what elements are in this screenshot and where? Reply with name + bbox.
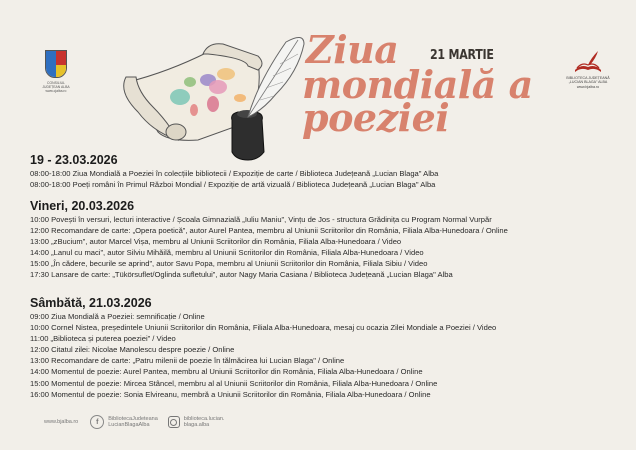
title-line-3: poeziei (302, 95, 450, 140)
event-item: 13:00 „zBucium”, autor Marcel Vișa, membru al Uniunii Scriitorilor din România, Filiala Alba-Hunedoara / Video (30, 237, 402, 247)
event-item: 12:00 Citatul zilei: Nicolae Manolescu despre poezie / Online (30, 345, 235, 355)
county-council-name-line2: JUDEȚEAN ALBA (42, 85, 70, 90)
schedule-section-friday (30, 199, 508, 281)
event-item: 15:00 Momentul de poezie: Mircea Stâncel, membru al al Uniunii Scriitorilor din România, Filiala Alba-Hunedoara / Online (30, 378, 438, 388)
instagram-handle-line1: biblioteca.lucian. (183, 415, 225, 422)
instagram-handle[interactable] (184, 416, 225, 428)
book-quill-icon (573, 50, 603, 74)
library-logo (560, 50, 616, 89)
scroll-quill-illustration (108, 32, 308, 162)
library-name-line1: BIBLIOTECA JUDEȚEANĂ (566, 76, 610, 80)
event-item: 12:00 Recomandare de carte: „Opera poetică”, autor Aurel Pantea, membru al Uniunii Scriitorilor din România, Filiala Alba-Hunedoara / Online (30, 226, 508, 236)
event-item: 08:00-18:00 Poeți români în Primul Război Mondial / Expoziție de artă vizuală / Biblioteca Județeană „Lucian Blaga" Alba (30, 180, 436, 190)
scroll-map-inkwell-icon (108, 32, 308, 162)
county-council-name-line1: CONSILIUL (47, 81, 65, 85)
event-item: 08:00-18:00 Ziua Mondială a Poeziei în colecțiile bibliotecii / Expoziție de carte / Biblioteca Județeană „Lucian Blaga" Alba (30, 169, 439, 178)
event-item: 16:00 Momentul de poezie: Sonia Elvireanu, membră a Uniunii Scriitorilor din România, Filiala Alba-Hunedoara / Online (30, 389, 431, 399)
event-item: 17:30 Lansare de carte: „Tükörsuflet/Oglinda sufletului”, autor Nagy Maria Casiana / Biblioteca Județeană „Lucian Blaga" Alba (30, 270, 453, 280)
county-council-url[interactable]: www.cjalba.ro (45, 89, 67, 94)
event-item: 14:00 Momentul de poezie: Aurel Pantea, membru al Uniunii Scriitorilor din România, Filiala Alba-Hunedoara / Online (30, 367, 423, 377)
footer-website-link[interactable]: www.bjalba.ro (44, 419, 79, 425)
event-item: 10:00 Povești în versuri, lecturi interactive / Școala Gimnazială „Iuliu Maniu”, Vințu de Jos - structura Grădinița cu Program Normal Vurpăr (30, 215, 492, 224)
title-line-2: mondială a (302, 62, 533, 107)
event-item: 09:00 Ziua Mondială a Poeziei: semnificație / Online (30, 312, 205, 321)
facebook-handle-line1: BibliotecaJudeteana (108, 415, 158, 422)
schedule-section-saturday (30, 296, 496, 400)
schedule-section-19-23 (30, 153, 438, 190)
facebook-handle-line2: LucianBlagaAlba (108, 422, 150, 428)
county-council-logo (44, 50, 68, 94)
event-item: 11:00 „Biblioteca și puterea poeziei” / Video (30, 334, 176, 344)
library-name-line2: „LUCIAN BLAGA” ALBA (568, 80, 608, 85)
instagram-icon[interactable] (168, 416, 180, 428)
coat-of-arms-icon (45, 50, 67, 78)
event-date: 21 MARTIE (430, 48, 494, 63)
section-heading: Sâmbătă, 21.03.2026 (30, 296, 152, 310)
footer (44, 415, 224, 429)
event-item: 14:00 „Lanul cu maci”, autor Silviu Mihăilă, membru al Uniunii Scriitorilor din România, Filiala Alba-Hunedoara / Video (30, 248, 424, 258)
facebook-handle[interactable] (108, 416, 158, 428)
section-heading: 19 - 23.03.2026 (30, 153, 118, 167)
title-line-1: Ziua (306, 27, 399, 72)
instagram-handle-line2: blaga.alba (183, 422, 210, 428)
event-item: 13:00 Recomandare de carte: „Patru milenii de poezie în tălmăcirea lui Lucian Blaga" / Online (30, 356, 345, 366)
event-item: 10:00 Cornel Nistea, președintele Uniunii Scriitorilor din România, Filiala Alba-Hunedoara, mesaj cu ocazia Zilei Mondiale a Poeziei / Video (30, 323, 497, 333)
facebook-icon[interactable]: f (90, 415, 104, 429)
library-url[interactable]: www.bjalba.ro (576, 84, 600, 89)
section-heading: Vineri, 20.03.2026 (30, 199, 135, 213)
event-item: 15:00 „În cădere, becurile se aprind”, autor Savu Popa, membru al Uniunii Scriitorilor din România, Filiala Sibiu / Video (30, 259, 428, 269)
